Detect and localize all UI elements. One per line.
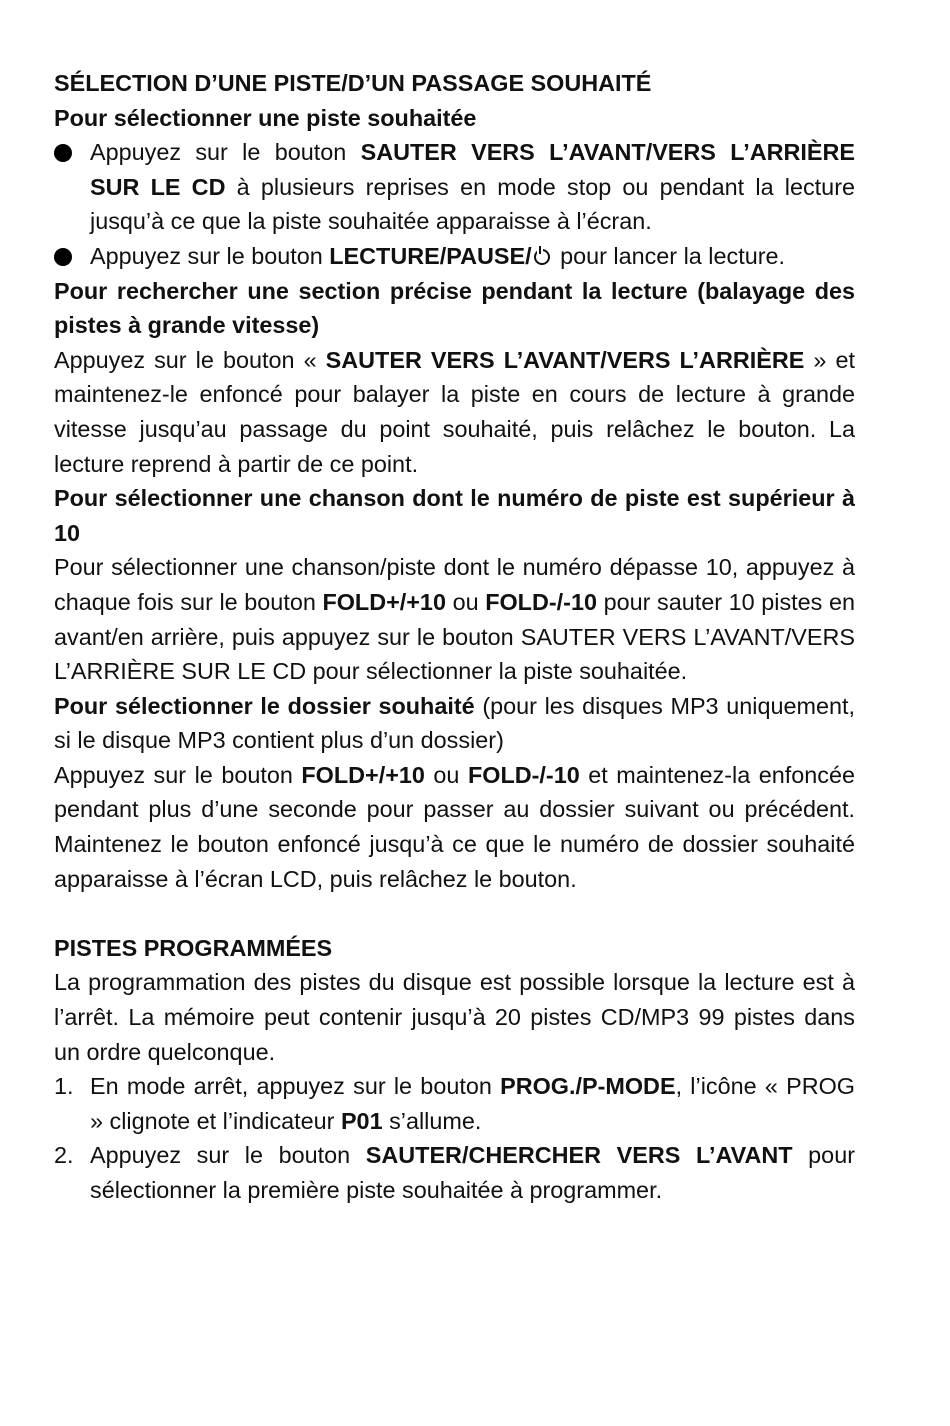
section-heading-programmed: PISTES PROGRAMMÉES	[54, 934, 333, 961]
subheading-search-section: Pour rechercher une section précise pendant la lecture (balayage des pistes à grande vitesse)	[54, 277, 855, 339]
paragraph-track-over-10: Pour sélectionner une chanson/piste dont le numéro dépasse 10, appuyez à chaque fois sur le bouton FOLD+/+10 ou FOLD-/-10 pour sauter 10 pistes en avant/en arrière, puis appuyez sur le bouton SAUTER VERS L’AVANT/VERS L’ARRIÈRE SUR LE CD pour sélectionner la piste souhaitée.	[54, 554, 855, 685]
paragraph-folder: Appuyez sur le bouton FOLD+/+10 ou FOLD-/-10 et maintenez-la enfoncée pendant plus d’une seconde pour passer au dossier suivant ou précédent. Maintenez le bouton enfoncé jusqu’à ce que le numéro de dossier souhaité apparaisse à l’écran LCD, puis relâchez le bouton.	[54, 761, 855, 892]
numbered-item-2: 2. Appuyez sur le bouton SAUTER/CHERCHER VERS L’AVANT pour sélectionner la première piste souhaitée à programmer.	[54, 1138, 855, 1207]
document-page	[54, 66, 855, 1208]
bullet-dot-icon	[54, 248, 72, 266]
paragraph-search: Appuyez sur le bouton « SAUTER VERS L’AVANT/VERS L’ARRIÈRE » et maintenez-le enfoncé pour balayer la piste en cours de lecture à grande vitesse jusqu’au passage du point souhaité, puis relâchez le bouton. La lecture reprend à partir de ce point.	[54, 346, 856, 477]
item-number: 1.	[54, 1073, 74, 1100]
subheading-select-track: Pour sélectionner une piste souhaitée	[54, 104, 477, 131]
bullet-item-play: Appuyez sur le bouton LECTURE/PAUSE/ pour lancer la lecture.	[54, 239, 855, 274]
numbered-item-1: 1. En mode arrêt, appuyez sur le bouton PROG./P-MODE, l’icône « PROG » clignote et l’indicateur P01 s’allume.	[54, 1069, 855, 1138]
bullet-dot-icon	[54, 144, 72, 162]
subheading-track-over-10: Pour sélectionner une chanson dont le numéro de piste est supérieur à 10	[54, 485, 855, 546]
bullet-item-skip: Appuyez sur le bouton SAUTER VERS L’AVANT/VERS L’ARRIÈRE SUR LE CD à plusieurs reprises en mode stop ou pendant la lecture jusqu’à ce que la piste souhaitée apparaisse à l’écran.	[54, 135, 855, 239]
paragraph-folder-heading: Pour sélectionner le dossier souhaité (pour les disques MP3 uniquement, si le disque MP3 contient plus d’un dossier)	[54, 692, 855, 754]
section-heading-track-selection: SÉLECTION D’UNE PISTE/D’UN PASSAGE SOUHAITÉ	[54, 70, 652, 96]
power-icon	[534, 249, 550, 265]
item-number: 2.	[54, 1142, 74, 1169]
spacer	[54, 896, 855, 931]
paragraph-programmed-intro: La programmation des pistes du disque est possible lorsque la lecture est à l’arrêt. La mémoire peut contenir jusqu’à 20 pistes CD/MP3 99 pistes dans un ordre quelconque.	[54, 969, 855, 1065]
